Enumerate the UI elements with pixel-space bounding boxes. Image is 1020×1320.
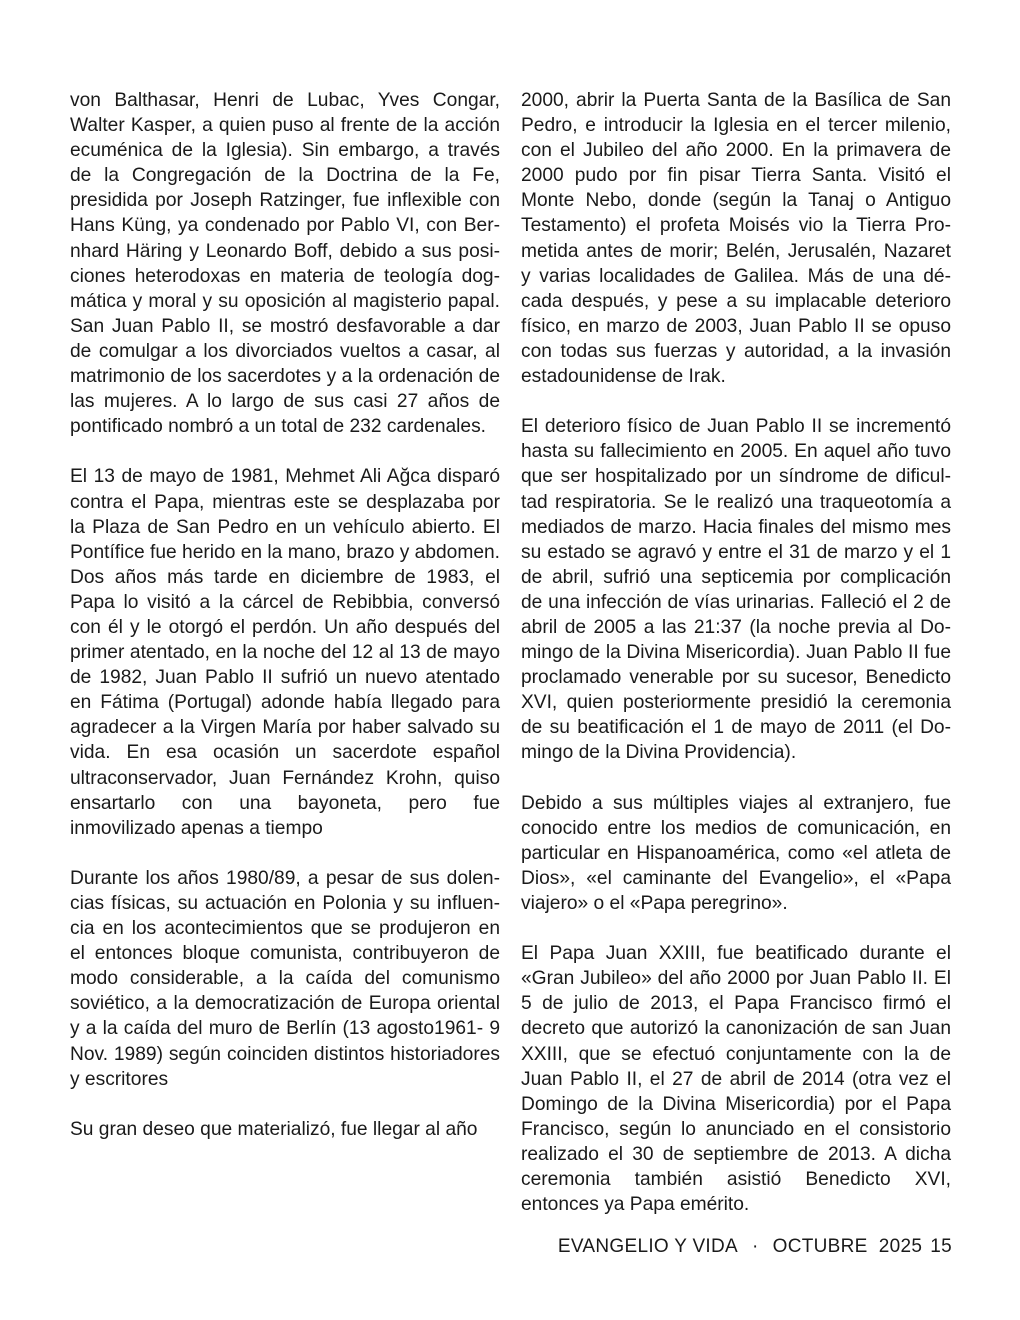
- paragraph-physical-decline: El deterioro físico de Juan Pablo II se incrementó hasta su fallecimiento en 2005. En aquel año tuvo que ser hospitalizado por un síndrome de dificultad respiratoria. Se le realizó una traqueotomía a mediados de marzo. Hacia finales del mismo mes su estado se agravó y entre el 31 de marzo y el 1 de abril, sufrió una septicemia por complicación de una infección de vías urinarias. Falleció el 2 de abril de 2005 a las 21:37 (la noche previa al Domingo de la Divina Misericordia). Juan Pablo II fue proclamado venerable por su sucesor, Benedicto XVI, quien posteriormente presidió la ceremonia de su beatificación el 1 de mayo de 2011 (el Domingo de la Divina Providencia).: [521, 416, 951, 764]
- issue-date: OCTUBRE 2025: [772, 1236, 923, 1257]
- paragraph-jubilee-2000: 2000, abrir la Puerta Santa de la Basílica de San Pedro, e introducir la Iglesia en el tercer milenio, con el Jubileo del año 2000. En la primavera de 2000 pudo por fin pisar Tierra Santa. Visitó el Monte Nebo, donde (según la Tanaj o Antiguo Testamento) el profeta Moisés vio la Tierra Prometida antes de morir; Belén, Jerusalén, Nazaret y varias localidades de Galilea. Más de una década después, y pese a su implacable deterioro físico, en marzo de 2003, Juan Pablo II se opuso con todas sus fuerzas y autoridad, a la invasión estadounidense de Irak.: [521, 90, 951, 388]
- publication-name: EVANGELIO Y VIDA: [557, 1236, 738, 1257]
- paragraph-canonization: El Papa Juan XXIII, fue beatificado durante el «Gran Jubileo» del año 2000 por Juan Pablo II. El 5 de julio de 2013, el Papa Francisco firmó el decreto que autorizó la canonización de san Juan XXIII, que se efectuó conjuntamente con la de Juan Pablo II, el 27 de abril de 2014 (otra vez el Domingo de la Divina Misericordia) por el Papa Francisco, según lo anunciado en el consistorio realizado el 30 de septiembre de 2013. A dicha ceremonia también asistió Benedicto XVI, entonces ya Papa emérito.: [521, 943, 951, 1216]
- page-number: 15: [930, 1236, 952, 1257]
- paragraph-turbulent-theologians: von Balthasar, Henri de Lubac, Yves Congar, Walter Kasper, a quien puso al frente de la acción ecuménica de la Iglesia). Sin embargo, a través de la Congregación de la Doctrina de la Fe, presidida por Joseph Ratzinger, fue inflexible con Hans Küng, ya condenado por Pablo VI, con Bernhard Häring y Leonardo Boff, debido a sus posiciones heterodoxas en materia de teología dogmática y moral y su oposición al magisterio papal. San Juan Pablo II, se mostró desfavorable a dar de comulgar a los divorciados vueltos a casar, al matrimonio de los sacerdotes y a la ordenación de las mujeres. A lo largo de sus casi 27 años de pontificado nombró a un total de 232 cardenales.: [70, 90, 500, 438]
- paragraph-assassination-attempts: El 13 de mayo de 1981, Mehmet Ali Ağca disparó contra el Papa, mientras este se desplazaba por la Plaza de San Pedro en un vehículo abierto. El Pontífice fue herido en la mano, brazo y abdomen. Dos años más tarde en diciembre de 1983, el Papa lo visitó a la cárcel de Rebibbia, conversó con él y le otorgó el perdón. Un año después del primer atentado, en la noche del 12 al 13 de mayo de 1982, Juan Pablo II sufrió un nuevo atentado en Fátima (Portugal) adonde había llegado para agradecer a la Virgen María por haber salvado su vida. En esa ocasión un sacerdote español ultraconservador, Juan Fernández Krohn, quiso ensartarlo con una bayoneta, pero fue inmovilizado apenas a tiempo: [70, 466, 500, 839]
- paragraph-fall-of-communism: Durante los años 1980/89, a pesar de sus dolencias físicas, su actuación en Polonia y su influencia en los acontecimientos que se produjeron en el entonces bloque comunista, contribuyeron de modo considerable, a la caída del comunismo soviético, a la democratización de Europa oriental y a la caída del muro de Berlín (13 agosto1961- 9 Nov. 1989) según coinciden distintos historiadores y escritores: [70, 867, 500, 1090]
- paragraph-nicknames: Debido a sus múltiples viajes al extranjero, fue conocido entre los medios de comunicación, en particular en Hispanoamérica, como «el atleta de Dios», «el caminante del Evangelio», el «Papa viajero» o el «Papa peregrino».: [521, 792, 951, 914]
- right-column: [521, 88, 951, 1217]
- left-column: [70, 88, 500, 1142]
- page-footer: [558, 1236, 952, 1258]
- footer-separator: ·: [752, 1236, 759, 1257]
- paragraph-great-wish-start: Su gran deseo que materializó, fue llegar al año: [70, 1118, 478, 1140]
